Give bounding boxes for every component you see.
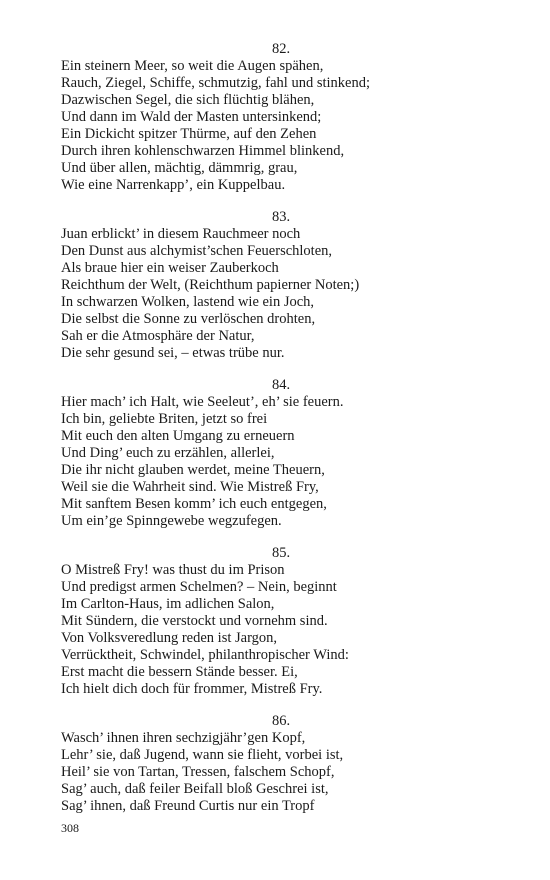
stanza-82 xyxy=(61,41,501,194)
verse-line: Verrücktheit, Schwindel, philanthropischer Wind: xyxy=(61,647,349,663)
verse-line: In schwarzen Wolken, lastend wie ein Joch, xyxy=(61,294,315,310)
verse-line: Die sehr gesund sei, – etwas trübe nur. xyxy=(61,345,285,361)
verse-line: Wasch’ ihnen ihren sechzigjähr’gen Kopf, xyxy=(61,730,306,746)
verse-line: Ich hielt dich doch für frommer, Mistreß Fry. xyxy=(61,681,323,697)
verse-line: Mit sanftem Besen komm’ ich euch entgegen, xyxy=(61,496,327,512)
verse-line: Sah er die Atmosphäre der Natur, xyxy=(61,328,255,344)
verse-line: Juan erblickt’ in diesem Rauchmeer noch xyxy=(61,226,301,242)
verse-line: Reichthum der Welt, (Reichthum papierner Noten;) xyxy=(61,277,360,293)
verse-line: Ein steinern Meer, so weit die Augen spähen, xyxy=(61,58,324,74)
stanza-85 xyxy=(61,545,501,698)
stanza-number: 83. xyxy=(271,209,291,225)
stanza-number: 84. xyxy=(271,377,291,393)
stanza-number: 86. xyxy=(271,713,291,729)
verse-line: Hier mach’ ich Halt, wie Seeleut’, eh’ sie feuern. xyxy=(61,394,344,410)
verse-line: Und über allen, mächtig, dämmrig, grau, xyxy=(61,160,298,176)
verse-line: Die selbst die Sonne zu verlöschen drohten, xyxy=(61,311,316,327)
verse-line: Um ein’ge Spinngewebe wegzufegen. xyxy=(61,513,282,529)
verse-line: Mit Sündern, die verstockt und vornehm sind. xyxy=(61,613,328,629)
page-number: 308 xyxy=(61,821,79,835)
stanza-86 xyxy=(61,713,501,815)
verse-line: Sag’ auch, daß feiler Beifall bloß Geschrei ist, xyxy=(61,781,329,797)
verse-line: Lehr’ sie, daß Jugend, wann sie flieht, vorbei ist, xyxy=(61,747,344,763)
stanza-83 xyxy=(61,209,501,362)
verse-line: O Mistreß Fry! was thust du im Prison xyxy=(61,562,285,578)
verse-line: Durch ihren kohlenschwarzen Himmel blinkend, xyxy=(61,143,345,159)
verse-line: Die ihr nicht glauben werdet, meine Theuern, xyxy=(61,462,325,478)
verse-line: Als braue hier ein weiser Zauberkoch xyxy=(61,260,279,276)
verse-line: Im Carlton-Haus, im adlichen Salon, xyxy=(61,596,275,612)
verse-line: Und predigst armen Schelmen? – Nein, beginnt xyxy=(61,579,337,595)
verse-line: Von Volksveredlung reden ist Jargon, xyxy=(61,630,278,646)
verse-line: Dazwischen Segel, die sich flüchtig blähen, xyxy=(61,92,315,108)
verse-line: Und Ding’ euch zu erzählen, allerlei, xyxy=(61,445,275,461)
verse-line: Rauch, Ziegel, Schiffe, schmutzig, fahl und stinkend; xyxy=(61,75,370,91)
verse-line: Ein Dickicht spitzer Thürme, auf den Zehen xyxy=(61,126,317,142)
verse-line: Erst macht die bessern Stände besser. Ei, xyxy=(61,664,298,680)
verse-line: Mit euch den alten Umgang zu erneuern xyxy=(61,428,295,444)
stanza-84 xyxy=(61,377,501,530)
verse-line: Ich bin, geliebte Briten, jetzt so frei xyxy=(61,411,268,427)
verse-line: Wie eine Narrenkapp’, ein Kuppelbau. xyxy=(61,177,286,193)
stanza-number: 82. xyxy=(271,41,291,57)
verse-line: Sag’ ihnen, daß Freund Curtis nur ein Tropf xyxy=(61,798,315,814)
verse-line: Heil’ sie von Tartan, Tressen, falschem Schopf, xyxy=(61,764,335,780)
verse-line: Den Dunst aus alchymist’schen Feuerschloten, xyxy=(61,243,333,259)
verse-line: Und dann im Wald der Masten untersinkend; xyxy=(61,109,322,125)
verse-line: Weil sie die Wahrheit sind. Wie Mistreß Fry, xyxy=(61,479,319,495)
stanza-number: 85. xyxy=(271,545,291,561)
